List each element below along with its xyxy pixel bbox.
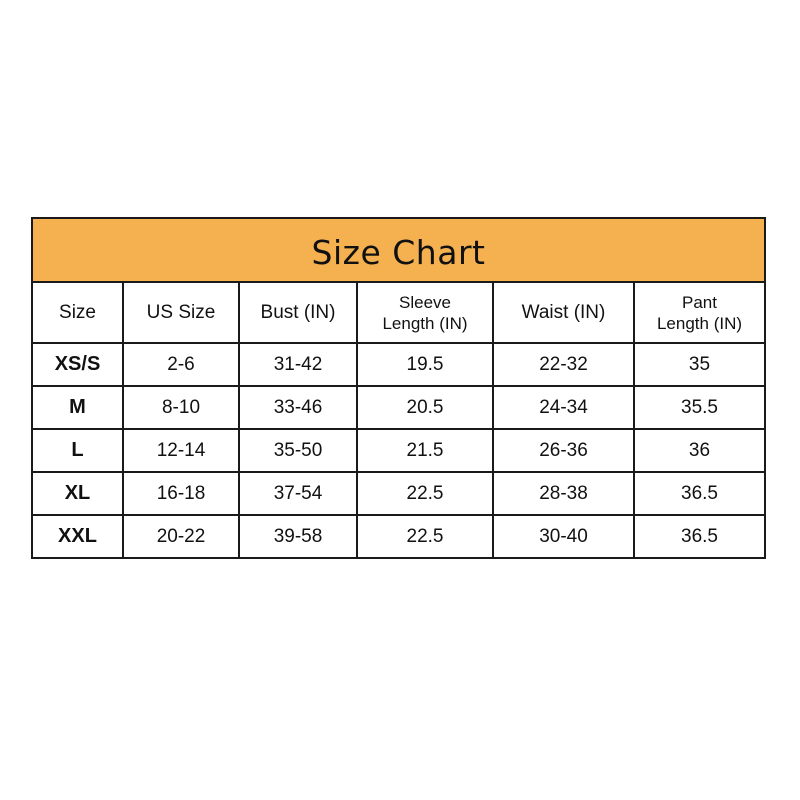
size-cell: M: [33, 386, 123, 429]
table-row: [33, 343, 764, 386]
bust-cell: 37-54: [239, 472, 357, 515]
sleeve-length-cell: 21.5: [357, 429, 493, 472]
waist-cell: 26-36: [493, 429, 634, 472]
chart-title: Size Chart: [311, 232, 486, 272]
pant-length-cell: 36.5: [634, 515, 764, 557]
bust-cell: 33-46: [239, 386, 357, 429]
table-row: [33, 386, 764, 429]
table-row: [33, 472, 764, 515]
us-size-cell: 8-10: [123, 386, 239, 429]
size-cell: L: [33, 429, 123, 472]
pant-length-cell: 35.5: [634, 386, 764, 429]
size-cell: XL: [33, 472, 123, 515]
header-bust: Bust (IN): [239, 283, 357, 343]
pant-length-cell: 36: [634, 429, 764, 472]
size-cell: XXL: [33, 515, 123, 557]
pant-length-cell: 35: [634, 343, 764, 386]
header-waist: Waist (IN): [493, 283, 634, 343]
waist-cell: 22-32: [493, 343, 634, 386]
sleeve-length-cell: 20.5: [357, 386, 493, 429]
waist-cell: 30-40: [493, 515, 634, 557]
size-cell: XS/S: [33, 343, 123, 386]
table-row: [33, 515, 764, 557]
sleeve-length-cell: 22.5: [357, 515, 493, 557]
bust-cell: 35-50: [239, 429, 357, 472]
sleeve-length-cell: 22.5: [357, 472, 493, 515]
size-chart: [31, 217, 766, 559]
sleeve-length-cell: 19.5: [357, 343, 493, 386]
bust-cell: 31-42: [239, 343, 357, 386]
bust-cell: 39-58: [239, 515, 357, 557]
us-size-cell: 16-18: [123, 472, 239, 515]
header-pant-length: Pant Length (IN): [634, 283, 764, 343]
waist-cell: 28-38: [493, 472, 634, 515]
us-size-cell: 12-14: [123, 429, 239, 472]
waist-cell: 24-34: [493, 386, 634, 429]
us-size-cell: 20-22: [123, 515, 239, 557]
header-sleeve-length: Sleeve Length (IN): [357, 283, 493, 343]
table-row: [33, 429, 764, 472]
header-size: Size: [33, 283, 123, 343]
size-table: [33, 283, 764, 557]
us-size-cell: 2-6: [123, 343, 239, 386]
header-us-size: US Size: [123, 283, 239, 343]
header-row: [33, 283, 764, 343]
title-bar: [33, 219, 764, 283]
pant-length-cell: 36.5: [634, 472, 764, 515]
